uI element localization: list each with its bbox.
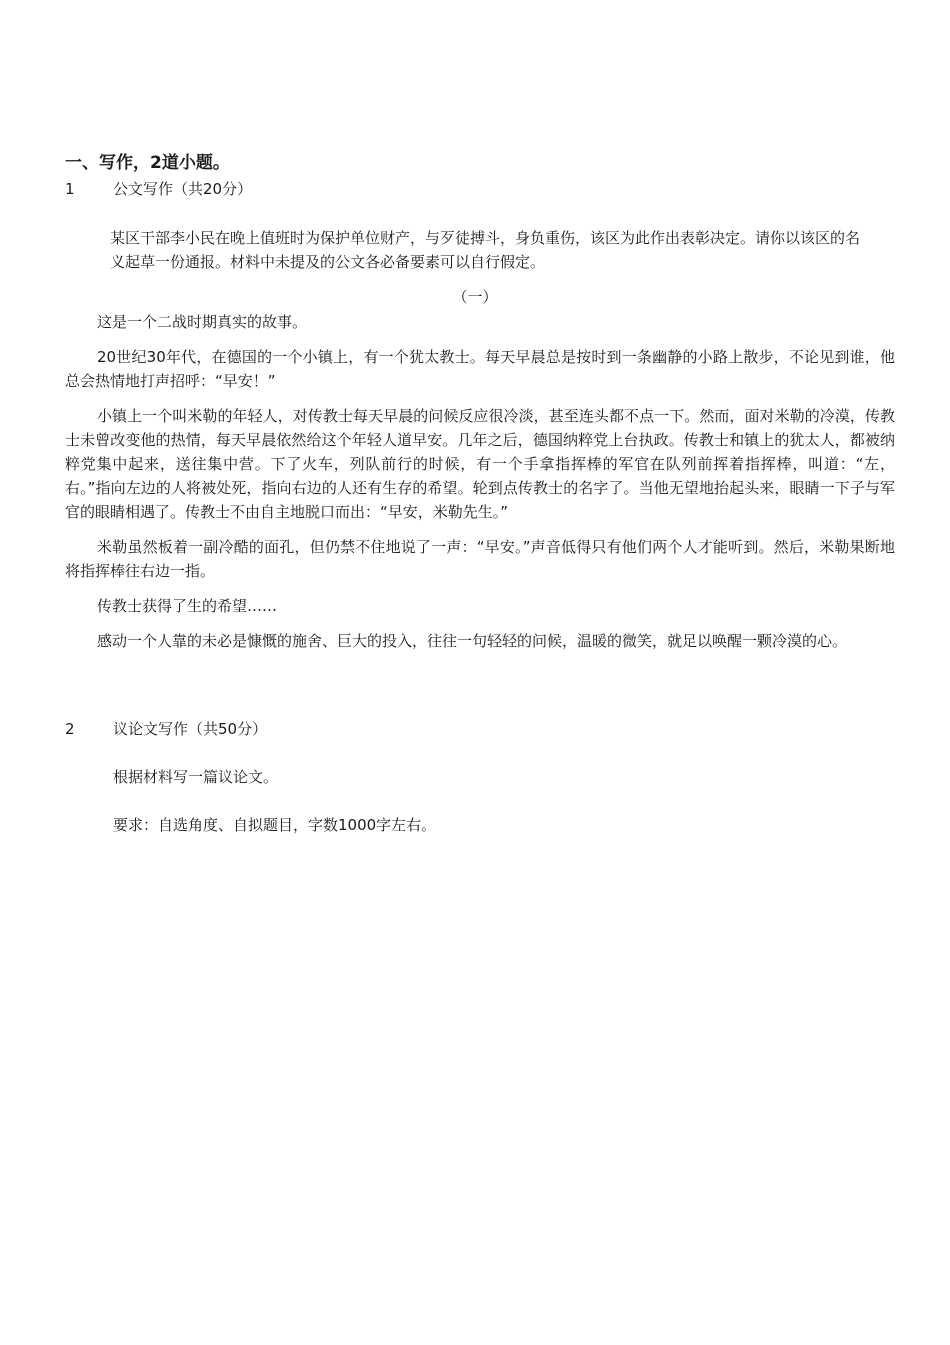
question-2-prompt: 根据材料写一篇议论文。 (113, 768, 279, 786)
material-part-label: （一） (452, 288, 498, 306)
question-2-requirement: 要求：自选角度、自拟题目，字数1000字左右。 (113, 816, 437, 834)
section-title: 一、写作，2道小题。 (65, 153, 230, 173)
question-1-title: 公文写作（共20分） (113, 180, 253, 198)
question-2-number: 2 (65, 720, 75, 738)
story-paragraph: 20世纪30年代，在德国的一个小镇上，有一个犹太教士。每天早晨总是按时到一条幽静的小路上散步，不论见到谁，他总会热情地打声招呼：“早安！” (65, 348, 895, 390)
story-paragraph: 这是一个二战时期真实的故事。 (97, 313, 308, 331)
question-2-title: 议论文写作（共50分） (113, 720, 268, 738)
story-paragraph: 传教士获得了生的希望…… (97, 597, 278, 615)
question-1-number: 1 (65, 180, 75, 198)
story-paragraph: 小镇上一个叫米勒的年轻人，对传教士每天早晨的问候反应很冷淡，甚至连头都不点一下。然而，面对米勒的冷漠，传教士未曾改变他的热情，每天早晨依然给这个年轻人道早安。几年之后，德国纳粹党上台执政。传教士和镇上的犹太人，都被纳粹党集中起来，送往集中营。下了火车，列队前行的时候，有一个手拿指挥棒的军官在队列前挥着指挥棒，叫道：“左，右。”指向左边的人将被处死，指向右边的人还有生存的希望。轮到点传教士的名字了。当他无望地抬起头来，眼睛一下子与军官的眼睛相遇了。传教士不由自主地脱口而出：“早安，米勒先生。” (65, 407, 895, 521)
story-paragraph: 米勒虽然板着一副冷酷的面孔，但仍禁不住地说了一声：“早安。”声音低得只有他们两个人才能听到。然后，米勒果断地将指挥棒往右边一指。 (65, 538, 895, 580)
question-1-prompt: 某区干部李小民在晚上值班时为保护单位财产，与歹徒搏斗，身负重伤，该区为此作出表彰决定。请你以该区的名义起草一份通报。材料中未提及的公文各必备要素可以自行假定。 (110, 229, 861, 271)
story-material (65, 310, 895, 664)
story-paragraph: 感动一个人靠的未必是慷慨的施舍、巨大的投入，往往一句轻轻的问候，温暖的微笑，就足以唤醒一颗冷漠的心。 (97, 632, 848, 650)
